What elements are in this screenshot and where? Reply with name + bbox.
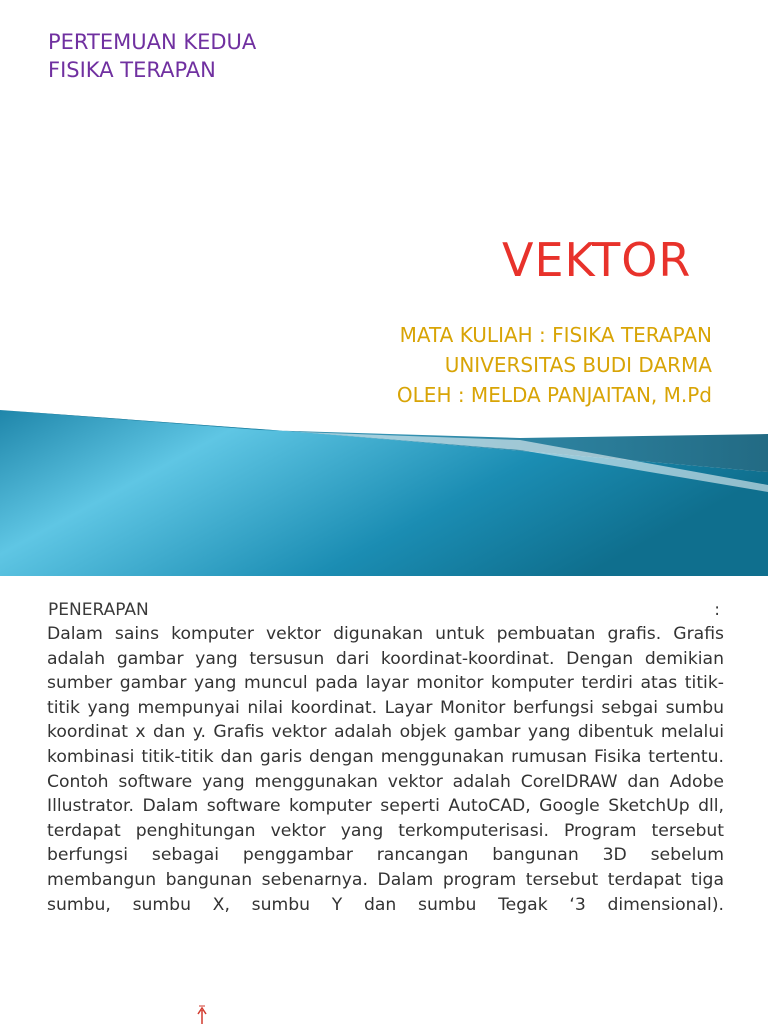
slide-main-title: VEKTOR bbox=[502, 233, 692, 287]
subtitle-course: MATA KULIAH : FISIKA TERAPAN bbox=[399, 323, 712, 347]
heading-colon: : bbox=[714, 600, 720, 620]
decorative-wave-band bbox=[0, 410, 768, 576]
subtitle-university: UNIVERSITAS BUDI DARMA bbox=[444, 353, 712, 377]
body-paragraph: Dalam sains komputer vektor digunakan untuk pembuatan grafis. Grafis adalah gambar yang tersusun dari koordinat-koordinat. Dengan demikian sumber gambar yang muncul pada layar monitor komputer terdiri atas titik-titik yang mempunyai nilai koordinat. Layar Monitor berfungsi sebgai sumbu koordinat x dan y. Grafis vektor adalah objek gambar yang dibentuk melalui kombinasi titik-titik dan garis dengan menggunakan rumusan Fisika tertentu. Contoh software yang menggunakan vektor adalah CorelDRAW dan Adobe Illustrator. Dalam software komputer seperti AutoCAD, Google SketchUp dll, terdapat penghitungan vektor yang terkomputerisasi. Program tersebut berfungsi sebagai penggambar rancangan bangunan 3D sebelum membangun bangunan sebenarnya. Dalam program tersebut terdapat tiga sumbu, sumbu X, sumbu Y dan sumbu Tegak ‘3 dimensional). bbox=[47, 624, 724, 915]
arrow-cursor-icon bbox=[195, 1004, 209, 1024]
subtitle-author: OLEH : MELDA PANJAITAN, M.Pd bbox=[396, 383, 712, 407]
header-line-2: FISIKA TERAPAN bbox=[48, 58, 216, 82]
slide-header bbox=[48, 28, 256, 84]
section-heading: PENERAPAN bbox=[48, 600, 149, 620]
header-line-1: PERTEMUAN KEDUA bbox=[48, 30, 257, 54]
slide-content bbox=[0, 576, 768, 1024]
slide-subtitle bbox=[397, 320, 712, 410]
